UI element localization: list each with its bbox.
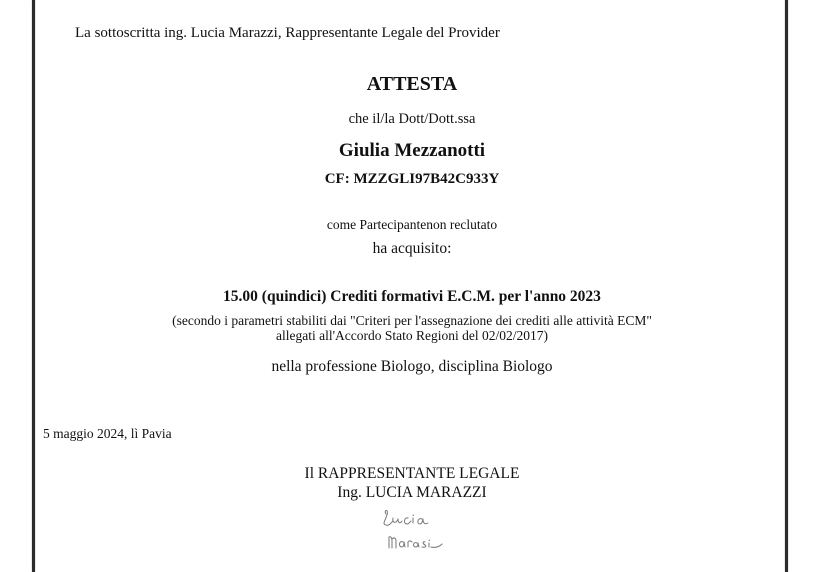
- handwritten-signature-icon: [378, 506, 458, 556]
- signatory-title: Il RAPPRESENTANTE LEGALE: [304, 465, 520, 482]
- intro-statement: La sottoscritta ing. Lucia Marazzi, Rappresentante Legale del Provider: [75, 25, 500, 41]
- participant-role: come Partecipantenon reclutato: [326, 217, 498, 232]
- acquired-label: ha acquisito:: [372, 240, 452, 257]
- heading-attesta: ATTESTA: [366, 73, 458, 95]
- subject-prefix: che il/la Dott/Dott.ssa: [348, 111, 476, 127]
- criteria-line-1: (secondo i parametri stabiliti dai "Criteri per l'assegnazione dei crediti alle attività ECM": [172, 313, 652, 328]
- criteria-line-2: allegati all'Accordo Stato Regioni del 02/02/2017): [276, 328, 548, 343]
- date-place: 5 maggio 2024, lì Pavia: [43, 426, 172, 441]
- participant-name: Giulia Mezzanotti: [338, 140, 486, 161]
- profession-statement: nella professione Biologo, disciplina Biologo: [271, 358, 553, 375]
- fiscal-code: CF: MZZGLI97B42C933Y: [324, 171, 500, 187]
- signatory-name: Ing. LUCIA MARAZZI: [337, 484, 487, 501]
- credits-statement: 15.00 (quindici) Crediti formativi E.C.M. per l'anno 2023: [223, 288, 601, 305]
